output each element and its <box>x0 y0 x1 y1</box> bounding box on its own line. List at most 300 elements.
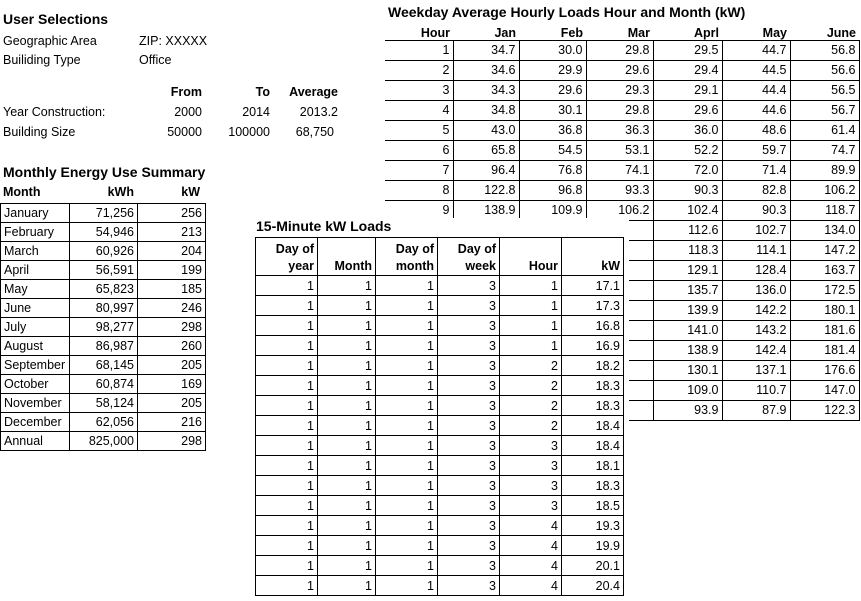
fifteen-cell: 1 <box>318 536 376 556</box>
load-cell: 34.6 <box>453 60 519 80</box>
fifteen-title: 15-Minute kW Loads <box>256 218 392 234</box>
load-cell: 29.6 <box>653 100 722 120</box>
building-type-value: Office <box>139 53 172 67</box>
weekday-header-cell: Hour <box>420 25 450 40</box>
fifteen-cell: 1 <box>376 536 438 556</box>
fifteen-cell: 3 <box>438 576 500 596</box>
load-cell: 114.1 <box>722 240 790 260</box>
kwh-cell: 80,997 <box>70 299 138 318</box>
fifteen-cell: 1 <box>256 556 318 576</box>
monthly-row <box>1 356 206 375</box>
fifteen-cell: 1 <box>376 296 438 316</box>
load-cell: 34.7 <box>453 40 519 60</box>
load-cell: 137.1 <box>722 360 790 380</box>
load-cell: 93.9 <box>653 400 722 420</box>
fifteen-cell: 18.5 <box>562 496 624 516</box>
monthly-row <box>1 413 206 432</box>
kw-cell: 204 <box>138 242 206 261</box>
fifteen-row <box>256 496 624 516</box>
fifteen-row <box>256 356 624 376</box>
load-cell: 30.0 <box>519 40 586 60</box>
weekday-title: Weekday Average Hourly Loads Hour and Month (kW) <box>388 4 746 20</box>
fifteen-cell: 3 <box>438 536 500 556</box>
fifteen-cell: 1 <box>318 356 376 376</box>
load-cell: 96.8 <box>519 180 586 200</box>
load-cell: 172.5 <box>790 280 859 300</box>
load-cell: 59.7 <box>722 140 790 160</box>
load-cell: 82.8 <box>722 180 790 200</box>
fifteen-row <box>256 576 624 596</box>
load-cell: 29.3 <box>586 80 653 100</box>
geo-label: Geographic Area <box>3 34 97 48</box>
weekday-row <box>385 60 859 80</box>
fifteen-cell: 16.8 <box>562 316 624 336</box>
load-cell: 106.2 <box>586 200 653 220</box>
weekday-row <box>385 80 859 100</box>
fifteen-row <box>256 296 624 316</box>
load-cell: 128.4 <box>722 260 790 280</box>
fifteen-cell: 3 <box>438 456 500 476</box>
hour-cell: 4 <box>385 100 453 120</box>
fifteen-cell: 1 <box>318 476 376 496</box>
kw-cell: 169 <box>138 375 206 394</box>
fifteen-header-cell: Month <box>318 238 376 276</box>
monthly-row <box>1 337 206 356</box>
kwh-cell: 98,277 <box>70 318 138 337</box>
monthly-col-month: Month <box>3 185 41 199</box>
load-cell: 147.2 <box>790 240 859 260</box>
weekday-row <box>385 120 859 140</box>
fifteen-row <box>256 376 624 396</box>
load-cell: 54.5 <box>519 140 586 160</box>
load-cell: 29.6 <box>519 80 586 100</box>
load-cell: 147.0 <box>790 380 859 400</box>
load-cell: 29.5 <box>653 40 722 60</box>
fifteen-cell: 4 <box>500 516 562 536</box>
load-cell: 44.7 <box>722 40 790 60</box>
fifteen-cell: 18.4 <box>562 416 624 436</box>
fifteen-cell: 3 <box>438 496 500 516</box>
fifteen-cell: 1 <box>376 556 438 576</box>
kw-cell: 213 <box>138 223 206 242</box>
fifteen-row <box>256 416 624 436</box>
fifteen-table <box>255 237 624 596</box>
kwh-cell: 56,591 <box>70 261 138 280</box>
kw-cell: 298 <box>138 432 206 451</box>
load-cell: 72.0 <box>653 160 722 180</box>
weekday-header-cell: Aprl <box>694 25 719 40</box>
weekday-header-cell: June <box>826 25 856 40</box>
monthly-row <box>1 204 206 223</box>
fifteen-cell: 2 <box>500 356 562 376</box>
size-from: 50000 <box>167 125 202 139</box>
fifteen-cell: 1 <box>376 356 438 376</box>
fifteen-cell: 3 <box>438 276 500 296</box>
fifteen-cell: 1 <box>376 456 438 476</box>
fifteen-row <box>256 476 624 496</box>
fifteen-cell: 1 <box>500 336 562 356</box>
fifteen-cell: 19.3 <box>562 516 624 536</box>
weekday-row <box>385 140 859 160</box>
fifteen-cell: 1 <box>256 276 318 296</box>
kwh-cell: 54,946 <box>70 223 138 242</box>
fifteen-row <box>256 536 624 556</box>
kw-cell: 199 <box>138 261 206 280</box>
fifteen-cell: 17.1 <box>562 276 624 296</box>
load-cell: 76.8 <box>519 160 586 180</box>
load-cell: 56.8 <box>790 40 859 60</box>
kwh-cell: 825,000 <box>70 432 138 451</box>
load-cell: 36.8 <box>519 120 586 140</box>
load-cell: 181.6 <box>790 320 859 340</box>
fifteen-cell: 1 <box>500 316 562 336</box>
load-cell: 29.1 <box>653 80 722 100</box>
col-from-header: From <box>170 85 202 99</box>
load-cell: 176.6 <box>790 360 859 380</box>
fifteen-cell: 2 <box>500 416 562 436</box>
fifteen-cell: 1 <box>256 576 318 596</box>
fifteen-row <box>256 436 624 456</box>
fifteen-cell: 3 <box>438 376 500 396</box>
weekday-header-cell: Feb <box>560 25 583 40</box>
load-cell: 52.2 <box>653 140 722 160</box>
month-cell: August <box>1 337 70 356</box>
fifteen-cell: 20.4 <box>562 576 624 596</box>
load-cell: 65.8 <box>453 140 519 160</box>
load-cell: 34.8 <box>453 100 519 120</box>
load-cell: 44.6 <box>722 100 790 120</box>
fifteen-row <box>256 276 624 296</box>
kw-cell: 298 <box>138 318 206 337</box>
load-cell: 136.0 <box>722 280 790 300</box>
monthly-summary-title: Monthly Energy Use Summary <box>3 164 206 180</box>
hour-cell: 6 <box>385 140 453 160</box>
monthly-row <box>1 223 206 242</box>
load-cell: 29.4 <box>653 60 722 80</box>
fifteen-cell: 2 <box>500 376 562 396</box>
load-cell: 102.7 <box>722 220 790 240</box>
load-cell: 29.6 <box>586 60 653 80</box>
fifteen-cell: 20.1 <box>562 556 624 576</box>
hour-cell: 1 <box>385 40 453 60</box>
weekday-header-cell: May <box>762 25 787 40</box>
size-average: 68,750 <box>295 125 334 139</box>
fifteen-cell: 1 <box>500 296 562 316</box>
kwh-cell: 86,987 <box>70 337 138 356</box>
load-cell: 122.8 <box>453 180 519 200</box>
hour-cell: 3 <box>385 80 453 100</box>
load-cell: 61.4 <box>790 120 859 140</box>
fifteen-header-row <box>256 238 624 276</box>
fifteen-cell: 1 <box>318 436 376 456</box>
fifteen-header-cell: kW <box>562 238 624 276</box>
fifteen-cell: 1 <box>376 316 438 336</box>
hour-cell: 9 <box>385 200 453 220</box>
fifteen-cell: 1 <box>256 456 318 476</box>
month-cell: November <box>1 394 70 413</box>
load-cell: 112.6 <box>653 220 722 240</box>
monthly-row <box>1 261 206 280</box>
load-cell: 138.9 <box>453 200 519 220</box>
fifteen-cell: 1 <box>256 436 318 456</box>
fifteen-row <box>256 316 624 336</box>
fifteen-header-cell: Day of week <box>438 238 500 276</box>
load-cell: 71.4 <box>722 160 790 180</box>
load-cell: 96.4 <box>453 160 519 180</box>
weekday-row <box>385 160 859 180</box>
fifteen-cell: 4 <box>500 556 562 576</box>
geo-value: ZIP: XXXXX <box>139 34 208 48</box>
hour-cell: 8 <box>385 180 453 200</box>
load-cell: 29.9 <box>519 60 586 80</box>
load-cell: 109.0 <box>653 380 722 400</box>
month-cell: July <box>1 318 70 337</box>
fifteen-cell: 18.3 <box>562 396 624 416</box>
fifteen-row <box>256 556 624 576</box>
fifteen-row <box>256 336 624 356</box>
fifteen-cell: 3 <box>500 456 562 476</box>
kw-cell: 246 <box>138 299 206 318</box>
fifteen-cell: 1 <box>318 316 376 336</box>
kwh-cell: 62,056 <box>70 413 138 432</box>
fifteen-cell: 3 <box>500 436 562 456</box>
fifteen-cell: 2 <box>500 396 562 416</box>
user-selections-title: User Selections <box>3 11 109 27</box>
load-cell: 139.9 <box>653 300 722 320</box>
load-cell: 106.2 <box>790 180 859 200</box>
month-cell: December <box>1 413 70 432</box>
month-cell: January <box>1 204 70 223</box>
fifteen-cell: 1 <box>318 576 376 596</box>
fifteen-cell: 3 <box>500 496 562 516</box>
load-cell: 56.7 <box>790 100 859 120</box>
kw-cell: 256 <box>138 204 206 223</box>
kwh-cell: 71,256 <box>70 204 138 223</box>
fifteen-cell: 1 <box>376 276 438 296</box>
fifteen-cell: 1 <box>256 336 318 356</box>
fifteen-cell: 3 <box>438 436 500 456</box>
fifteen-cell: 18.4 <box>562 436 624 456</box>
load-cell: 34.3 <box>453 80 519 100</box>
kwh-cell: 68,145 <box>70 356 138 375</box>
fifteen-cell: 3 <box>438 556 500 576</box>
fifteen-cell: 1 <box>500 276 562 296</box>
fifteen-cell: 1 <box>376 396 438 416</box>
month-cell: May <box>1 280 70 299</box>
fifteen-cell: 18.2 <box>562 356 624 376</box>
year-from: 2000 <box>174 105 202 119</box>
fifteen-cell: 1 <box>376 576 438 596</box>
year-construction-label: Year Construction: <box>3 105 106 119</box>
load-cell: 135.7 <box>653 280 722 300</box>
weekday-row <box>385 100 859 120</box>
fifteen-cell: 17.3 <box>562 296 624 316</box>
fifteen-cell: 1 <box>256 356 318 376</box>
load-cell: 29.8 <box>586 100 653 120</box>
monthly-row <box>1 280 206 299</box>
fifteen-cell: 4 <box>500 536 562 556</box>
fifteen-cell: 1 <box>376 476 438 496</box>
load-cell: 29.8 <box>586 40 653 60</box>
hour-cell: 2 <box>385 60 453 80</box>
fifteen-cell: 3 <box>438 356 500 376</box>
load-cell: 142.4 <box>722 340 790 360</box>
fifteen-cell: 1 <box>376 336 438 356</box>
monthly-row <box>1 242 206 261</box>
year-to: 2014 <box>242 105 270 119</box>
fifteen-header-cell: Day of year <box>256 238 318 276</box>
load-cell: 141.0 <box>653 320 722 340</box>
load-cell: 110.7 <box>722 380 790 400</box>
monthly-col-kwh: kWh <box>107 185 134 199</box>
fifteen-cell: 1 <box>318 336 376 356</box>
month-cell: March <box>1 242 70 261</box>
fifteen-cell: 1 <box>318 396 376 416</box>
kwh-cell: 65,823 <box>70 280 138 299</box>
fifteen-cell: 3 <box>438 316 500 336</box>
kwh-cell: 60,926 <box>70 242 138 261</box>
load-cell: 118.7 <box>790 200 859 220</box>
month-cell: February <box>1 223 70 242</box>
kw-cell: 260 <box>138 337 206 356</box>
hour-cell: 7 <box>385 160 453 180</box>
building-size-label: Building Size <box>3 125 76 139</box>
monthly-row <box>1 299 206 318</box>
fifteen-cell: 1 <box>318 276 376 296</box>
fifteen-row <box>256 396 624 416</box>
fifteen-cell: 16.9 <box>562 336 624 356</box>
fifteen-cell: 1 <box>256 476 318 496</box>
month-cell: October <box>1 375 70 394</box>
fifteen-cell: 1 <box>256 296 318 316</box>
fifteen-cell: 1 <box>256 536 318 556</box>
load-cell: 130.1 <box>653 360 722 380</box>
monthly-row <box>1 318 206 337</box>
year-average: 2013.2 <box>299 105 338 119</box>
load-cell: 53.1 <box>586 140 653 160</box>
fifteen-cell: 1 <box>256 416 318 436</box>
fifteen-cell: 1 <box>318 376 376 396</box>
monthly-col-kw: kW <box>181 185 200 199</box>
fifteen-cell: 3 <box>438 416 500 436</box>
fifteen-cell: 1 <box>256 496 318 516</box>
col-average-header: Average <box>289 85 338 99</box>
fifteen-cell: 1 <box>318 516 376 536</box>
fifteen-cell: 3 <box>438 516 500 536</box>
load-cell: 44.5 <box>722 60 790 80</box>
load-cell: 143.2 <box>722 320 790 340</box>
kw-cell: 216 <box>138 413 206 432</box>
fifteen-cell: 1 <box>318 416 376 436</box>
monthly-row <box>1 432 206 451</box>
size-to: 100000 <box>228 125 270 139</box>
load-cell: 134.0 <box>790 220 859 240</box>
monthly-row <box>1 375 206 394</box>
kw-cell: 205 <box>138 356 206 375</box>
load-cell: 109.9 <box>519 200 586 220</box>
load-cell: 181.4 <box>790 340 859 360</box>
load-cell: 44.4 <box>722 80 790 100</box>
load-cell: 129.1 <box>653 260 722 280</box>
load-cell: 163.7 <box>790 260 859 280</box>
load-cell: 89.9 <box>790 160 859 180</box>
fifteen-cell: 1 <box>376 516 438 536</box>
load-cell: 74.1 <box>586 160 653 180</box>
load-cell: 118.3 <box>653 240 722 260</box>
fifteen-cell: 19.9 <box>562 536 624 556</box>
fifteen-cell: 18.3 <box>562 476 624 496</box>
load-cell: 30.1 <box>519 100 586 120</box>
fifteen-cell: 1 <box>376 436 438 456</box>
hour-cell: 5 <box>385 120 453 140</box>
fifteen-cell: 4 <box>500 576 562 596</box>
fifteen-cell: 1 <box>256 396 318 416</box>
kwh-cell: 58,124 <box>70 394 138 413</box>
load-cell: 87.9 <box>722 400 790 420</box>
load-cell: 36.0 <box>653 120 722 140</box>
kw-cell: 205 <box>138 394 206 413</box>
fifteen-cell: 1 <box>318 496 376 516</box>
weekday-header-row <box>385 25 859 40</box>
load-cell: 122.3 <box>790 400 859 420</box>
load-cell: 43.0 <box>453 120 519 140</box>
weekday-header-cell: Jan <box>494 25 516 40</box>
fifteen-cell: 3 <box>438 296 500 316</box>
month-cell: April <box>1 261 70 280</box>
weekday-header-cell: Mar <box>627 25 650 40</box>
fifteen-row <box>256 516 624 536</box>
fifteen-cell: 3 <box>438 336 500 356</box>
building-type-label: Builiding Type <box>3 53 81 67</box>
fifteen-cell: 1 <box>256 316 318 336</box>
monthly-row <box>1 394 206 413</box>
weekday-row <box>385 40 859 60</box>
fifteen-cell: 1 <box>318 456 376 476</box>
weekday-row <box>385 180 859 200</box>
weekday-row <box>385 200 859 220</box>
fifteen-header-cell: Hour <box>500 238 562 276</box>
fifteen-minute-panel <box>253 218 629 601</box>
fifteen-row <box>256 456 624 476</box>
month-cell: June <box>1 299 70 318</box>
fifteen-cell: 18.1 <box>562 456 624 476</box>
load-cell: 90.3 <box>722 200 790 220</box>
col-to-header: To <box>255 85 270 99</box>
load-cell: 48.6 <box>722 120 790 140</box>
load-cell: 102.4 <box>653 200 722 220</box>
load-cell: 56.5 <box>790 80 859 100</box>
month-cell: September <box>1 356 70 375</box>
fifteen-cell: 1 <box>376 416 438 436</box>
load-cell: 36.3 <box>586 120 653 140</box>
fifteen-header-cell: Day of month <box>376 238 438 276</box>
load-cell: 90.3 <box>653 180 722 200</box>
month-cell: Annual <box>1 432 70 451</box>
monthly-table <box>0 203 206 451</box>
fifteen-cell: 1 <box>376 496 438 516</box>
fifteen-cell: 18.3 <box>562 376 624 396</box>
load-cell: 138.9 <box>653 340 722 360</box>
load-cell: 74.7 <box>790 140 859 160</box>
kwh-cell: 60,874 <box>70 375 138 394</box>
fifteen-cell: 1 <box>256 376 318 396</box>
fifteen-cell: 1 <box>376 376 438 396</box>
fifteen-cell: 3 <box>500 476 562 496</box>
fifteen-cell: 1 <box>318 296 376 316</box>
load-cell: 93.3 <box>586 180 653 200</box>
load-cell: 56.6 <box>790 60 859 80</box>
fifteen-cell: 3 <box>438 396 500 416</box>
